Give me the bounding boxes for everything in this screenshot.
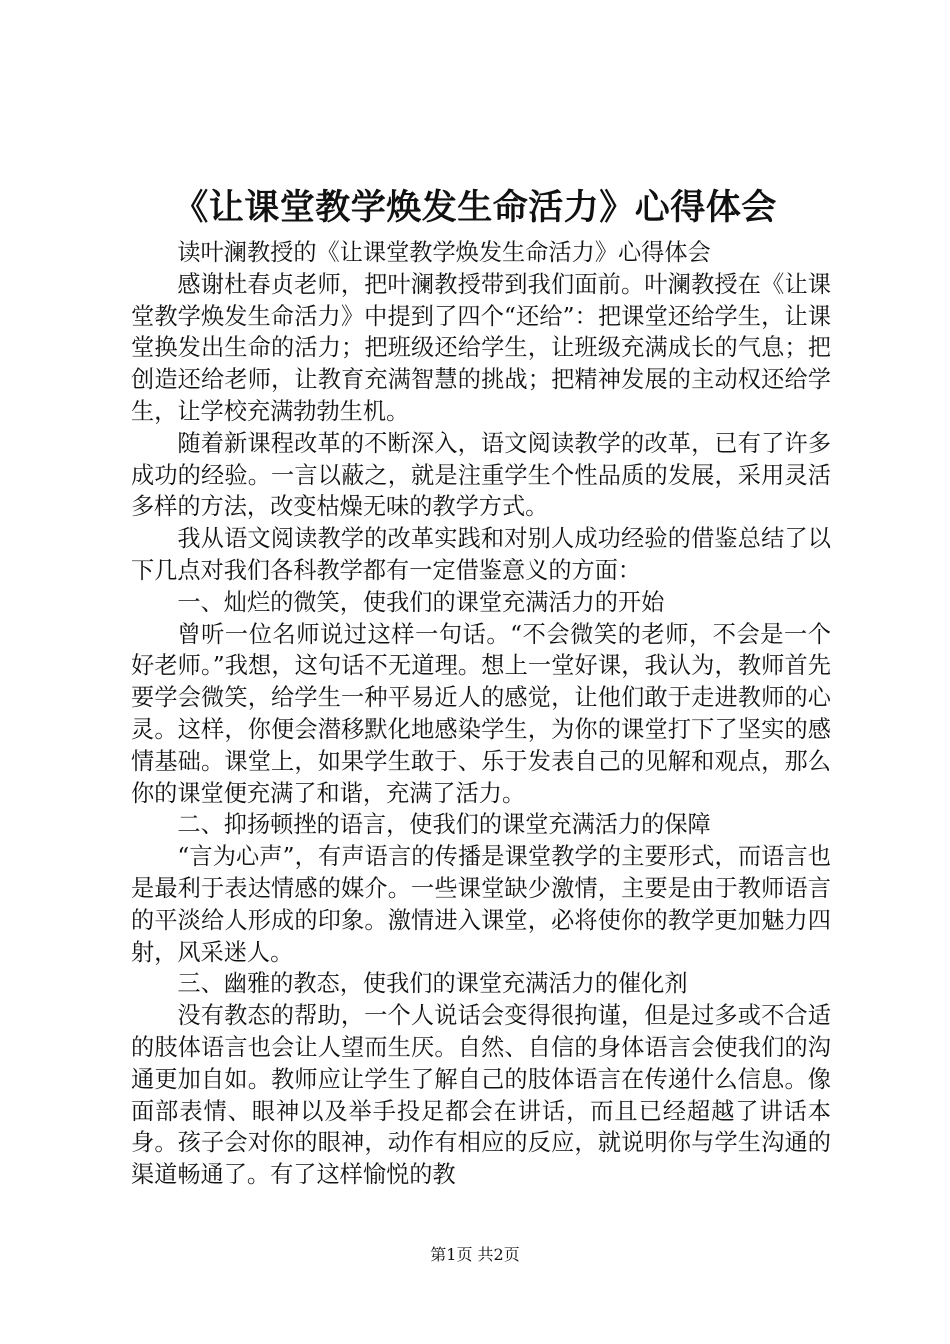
body-paragraph: 曾听一位名师说过这样一句话。“不会微笑的老师，不会是一个好老师。”我想，这句话不无道理。想上一堂好课，我认为，教师首先要学会微笑，给学生一种平易近人的感觉，让他们敢于走进教师的心灵。这样，你便会潜移默化地感染学生，为你的课堂打下了坚实的感情基础。课堂上，如果学生敢于、乐于发表自己的见解和观点，那么你的课堂便充满了和谐，充满了活力。 bbox=[131, 620, 831, 807]
section-heading: 一、灿烂的微笑，使我们的课堂充满活力的开始 bbox=[177, 588, 665, 616]
body-paragraph: 感谢杜春贞老师，把叶澜教授带到我们面前。叶澜教授在《让课堂教学焕发生命活力》中提到了四个“还给”：把课堂还给学生，让课堂换发出生命的活力；把班级还给学生，让班级充满成长的气息；把创造还给老师，让教育充满智慧的挑战；把精神发展的主动权还给学生，让学校充满勃勃生机。 bbox=[131, 270, 831, 425]
body-paragraph: “言为心声”，有声语言的传播是课堂教学的主要形式，而语言也是最利于表达情感的媒介。一些课堂缺少激情，主要是由于教师语言的平淡给人形成的印象。激情进入课堂，必将使你的教学更加魅力四射，风采迷人。 bbox=[131, 843, 831, 966]
section-heading: 二、抑扬顿挫的语言，使我们的课堂充满活力的保障 bbox=[177, 811, 711, 839]
document-title: 《让课堂教学焕发生命活力》心得体会 bbox=[173, 187, 777, 228]
subtitle-paragraph: 读叶澜教授的《让课堂教学焕发生命活力》心得体会 bbox=[177, 239, 711, 266]
body-paragraph: 我从语文阅读教学的改革实践和对别人成功经验的借鉴总结了以下几点对我们各科教学都有一定借鉴意义的方面： bbox=[131, 525, 831, 584]
document-body bbox=[131, 237, 831, 1191]
section-heading: 三、幽雅的教态，使我们的课堂充满活力的催化剂 bbox=[177, 970, 688, 998]
page-footer: 第1页 共2页 bbox=[430, 1245, 520, 1264]
body-paragraph: 没有教态的帮助，一个人说话会变得很拘谨，但是过多或不合适的肢体语言也会让人望而生厌。自然、自信的身体语言会使我们的沟通更加自如。教师应让学生了解自己的肢体语言在传递什么信息。像面部表情、眼神以及举手投足都会在讲话，而且已经超越了讲话本身。孩子会对你的眼神，动作有相应的反应，就说明你与学生沟通的渠道畅通了。有了这样愉悦的教 bbox=[131, 1002, 831, 1189]
body-paragraph: 随着新课程改革的不断深入，语文阅读教学的改革，已有了许多成功的经验。一言以蔽之，就是注重学生个性品质的发展，采用灵活多样的方法，改变枯燥无味的教学方式。 bbox=[131, 429, 831, 521]
